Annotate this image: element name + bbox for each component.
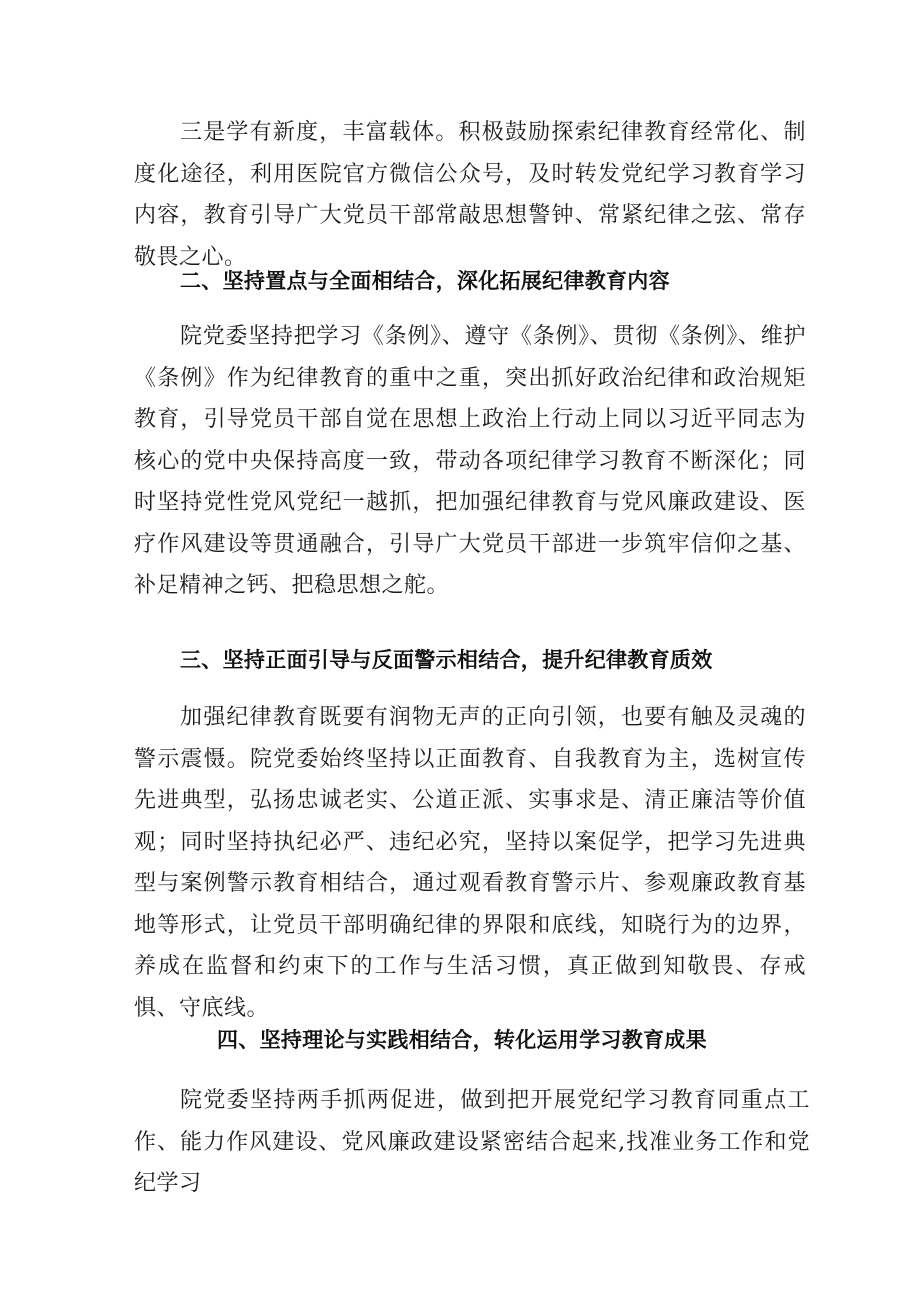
section-heading-2: 二、坚持置点与全面相结合，深化拓展纪律教育内容 [180,269,670,293]
section-heading-3: 三、坚持正面引导与反面警示相结合，提升纪律教育质效 [180,648,713,672]
paragraph-section-4: 院党委坚持两手抓两促进，做到把开展党纪学习教育同重点工作、能力作风建设、党风廉政建设紧密结合起来,找准业务工作和党纪学习 [134,1088,810,1196]
section-heading-4: 四、坚持理论与实践相结合，转化运用学习教育成果 [217,1028,707,1052]
paragraph-intro-continuation: 三是学有新度，丰富载体。积极鼓励探索纪律教育经常化、制度化途径，利用医院官方微信公众号，及时转发党纪学习教育学习内容，教育引导广大党员干部常敲思想警钟、常紧纪律之弦、常存敬畏之心。 [134,120,806,270]
paragraph-section-3: 加强纪律教育既要有润物无声的正向引领，也要有触及灵魂的警示震慑。院党委始终坚持以正面教育、自我教育为主，选树宣传先进典型，弘扬忠诚老实、公道正派、实事求是、清正廉洁等价值观；同时坚持执纪必严、违纪必究，坚持以案促学，把学习先进典型与案例警示教育相结合，通过观看教育警示片、参观廉政教育基地等形式，让党员干部明确纪律的界限和底线，知晓行为的边界，养成在监督和约束下的工作与生活习惯，真正做到知敬畏、存戒惧、守底线。 [134,705,806,1021]
paragraph-section-2: 院党委坚持把学习《条例》、遵守《条例》、贯彻《条例》、维护《条例》作为纪律教育的重中之重，突出抓好政治纪律和政治规矩教育，引导党员干部自觉在思想上政治上行动上同以习近平同志为核心的党中央保持高度一致，带动各项纪律学习教育不断深化；同时坚持党性党风党纪一越抓，把加强纪律教育与党风廉政建设、医疗作风建设等贯通融合，引导广大党员干部进一步筑牢信仰之基、补足精神之钙、把稳思想之舵。 [134,324,806,598]
